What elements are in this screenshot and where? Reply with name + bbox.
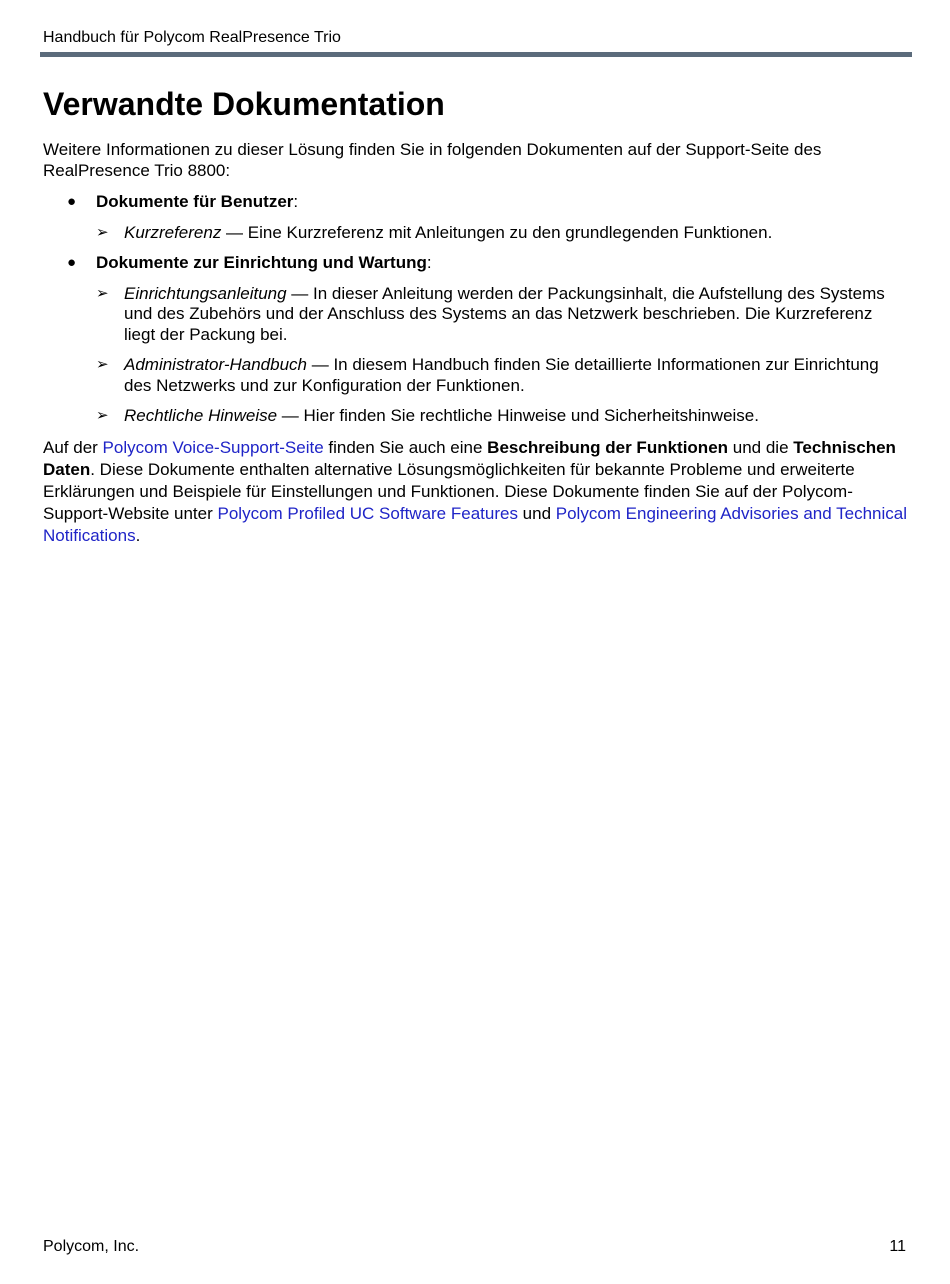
link-profiled-uc-features[interactable]: Polycom Profiled UC Software Features: [217, 503, 518, 523]
doc-description: — In diesem Handbuch finden Sie detaillierte Informationen zur Einrichtung des Netzwerks und zur Konfiguration der Funktionen.: [124, 355, 879, 395]
list-item-admin-guide: [43, 355, 908, 396]
arrow-bullet-icon: ➢: [96, 407, 109, 424]
doc-name-legal-notices: Rechtliche Hinweise: [124, 406, 278, 425]
link-engineering-advisories[interactable]: Polycom Engineering Advisories and Technical Notifications: [43, 503, 907, 545]
bold-features: Beschreibung der Funktionen: [487, 437, 729, 457]
list-item-setup: [43, 253, 908, 274]
arrow-bullet-icon: ➢: [96, 284, 109, 302]
list-item-users: [43, 192, 908, 213]
header-rule: [40, 52, 912, 57]
arrow-bullet-icon: ➢: [96, 356, 109, 373]
running-header: Handbuch für Polycom RealPresence Trio: [43, 29, 341, 46]
footer-company: Polycom, Inc.: [43, 1238, 140, 1255]
doc-description: — In dieser Anleitung werden der Packungsinhalt, die Aufstellung des Systems und des Zubehörs und der Anschluss des Systems an das Netzwerk beschrieben. Die Kurzreferenz liegt der Packung bei.: [124, 283, 885, 344]
page-title: Verwandte Dokumentation: [43, 86, 445, 122]
group-label-users: Dokumente für Benutzer: [96, 192, 294, 211]
link-voice-support[interactable]: Polycom Voice-Support-Seite: [102, 437, 324, 457]
bold-tech-data: Technischen Daten: [43, 437, 896, 479]
list-item-legal-notices: [43, 406, 908, 427]
group-label-setup: Dokumente zur Einrichtung und Wartung: [96, 253, 427, 272]
doc-name-quick-reference: Kurzreferenz: [124, 222, 222, 242]
closing-text: und: [517, 503, 556, 523]
doc-description: — Hier finden Sie rechtliche Hinweise und Sicherheitshinweise.: [277, 406, 759, 425]
arrow-bullet-icon: ➢: [96, 223, 109, 241]
bullet-icon: ●: [67, 193, 77, 210]
group-label-suffix: :: [426, 253, 432, 272]
doc-description: — Eine Kurzreferenz mit Anleitungen zu den grundlegenden Funktionen.: [221, 222, 773, 242]
footer-page-number: 11: [889, 1238, 906, 1255]
doc-name-admin-guide: Administrator-Handbuch: [124, 355, 307, 374]
bullet-icon: ●: [67, 254, 77, 271]
closing-text: und die: [728, 437, 794, 457]
closing-text: Auf der: [43, 437, 103, 457]
doc-name-setup-guide: Einrichtungsanleitung: [124, 283, 287, 303]
group-label-suffix: :: [293, 192, 299, 211]
list-item-quick-reference: [43, 223, 908, 244]
list-item-setup-guide: [43, 284, 908, 346]
closing-text: . Diese Dokumente enthalten alternative Lösungsmöglichkeiten für bekannte Probleme und erweiterte Erklärungen und Beispiele für Einstellungen und Funktionen. Diese Dokumente finden Sie auf der Polycom-Support-Website unter: [43, 459, 855, 523]
closing-text: finden Sie auch eine: [323, 437, 488, 457]
intro-paragraph: Weitere Informationen zu dieser Lösung finden Sie in folgenden Dokumenten auf der Support-Seite des RealPresence Trio 8800:: [43, 140, 822, 180]
page-content: [43, 84, 908, 547]
closing-paragraph: [43, 437, 908, 547]
closing-text: .: [135, 525, 141, 545]
